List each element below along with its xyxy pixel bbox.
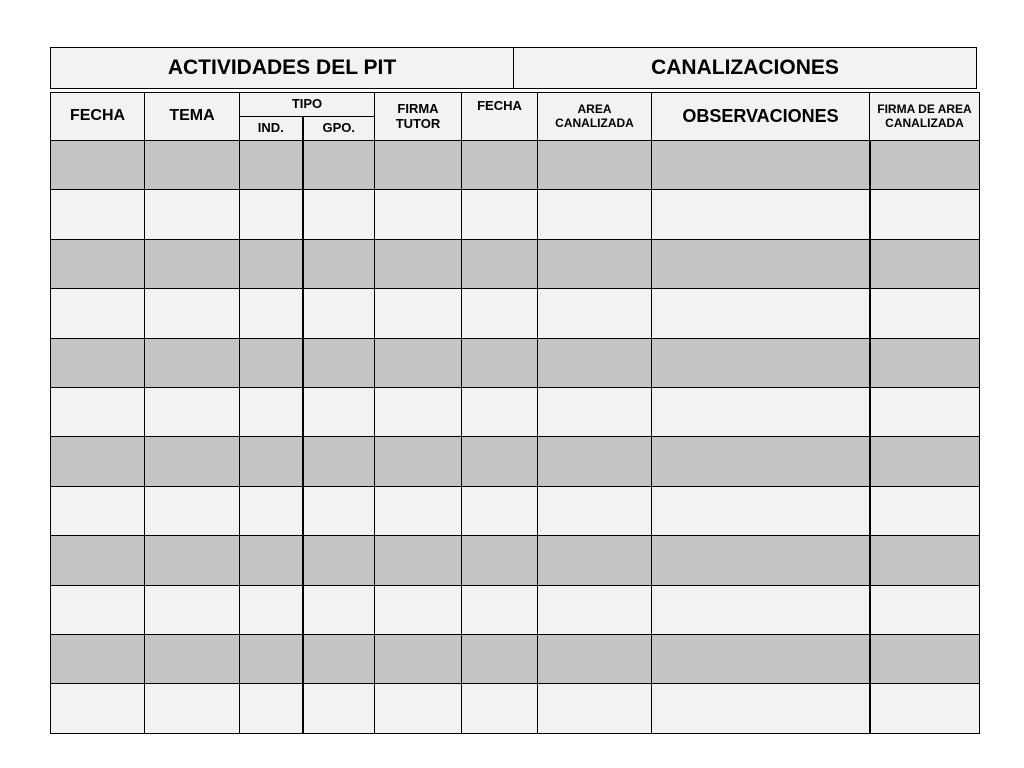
- cell-tema[interactable]: [145, 289, 240, 338]
- header-firma-area-line2: CANALIZADA: [885, 115, 964, 130]
- cell-fecha[interactable]: [51, 141, 145, 190]
- cell-tema[interactable]: [145, 486, 240, 535]
- cell-gpo[interactable]: [303, 536, 375, 585]
- cell-ind[interactable]: [240, 585, 303, 634]
- cell-ind[interactable]: [240, 141, 303, 190]
- table-row: [51, 437, 980, 486]
- cell-observaciones[interactable]: [652, 486, 870, 535]
- table-row: [51, 387, 980, 436]
- cell-observaciones[interactable]: [652, 634, 870, 683]
- cell-gpo[interactable]: [303, 190, 375, 239]
- cell-tema[interactable]: [145, 684, 240, 733]
- cell-fecha[interactable]: [51, 684, 145, 733]
- cell-observaciones[interactable]: [652, 684, 870, 733]
- cell-ind[interactable]: [240, 634, 303, 683]
- cell-firma-area[interactable]: [870, 387, 980, 436]
- cell-ind[interactable]: [240, 437, 303, 486]
- cell-area-canalizada[interactable]: [538, 585, 652, 634]
- cell-ind[interactable]: [240, 190, 303, 239]
- cell-tema[interactable]: [145, 338, 240, 387]
- title-canalizaciones: CANALIZACIONES: [651, 56, 839, 79]
- cell-fecha-canalizacion[interactable]: [462, 634, 538, 683]
- table-body: [51, 141, 980, 734]
- cell-fecha[interactable]: [51, 536, 145, 585]
- cell-ind[interactable]: [240, 684, 303, 733]
- cell-area-canalizada[interactable]: [538, 190, 652, 239]
- header-tipo: TIPO: [240, 93, 375, 117]
- cell-fecha[interactable]: [51, 190, 145, 239]
- cell-fecha[interactable]: [51, 486, 145, 535]
- header-tema: TEMA: [145, 93, 240, 141]
- cell-area-canalizada[interactable]: [538, 437, 652, 486]
- cell-firma-tutor[interactable]: [375, 141, 462, 190]
- cell-area-canalizada[interactable]: [538, 536, 652, 585]
- cell-observaciones[interactable]: [652, 239, 870, 288]
- header-fecha: FECHA: [51, 93, 145, 141]
- cell-firma-area[interactable]: [870, 141, 980, 190]
- cell-tema[interactable]: [145, 141, 240, 190]
- cell-fecha[interactable]: [51, 338, 145, 387]
- cell-firma-tutor[interactable]: [375, 585, 462, 634]
- form-sheet: [50, 47, 979, 735]
- cell-tema[interactable]: [145, 387, 240, 436]
- table-row: [51, 634, 980, 683]
- cell-fecha-canalizacion[interactable]: [462, 338, 538, 387]
- table-row: [51, 338, 980, 387]
- cell-observaciones[interactable]: [652, 190, 870, 239]
- cell-ind[interactable]: [240, 239, 303, 288]
- cell-fecha-canalizacion[interactable]: [462, 239, 538, 288]
- cell-fecha[interactable]: [51, 289, 145, 338]
- cell-tema[interactable]: [145, 239, 240, 288]
- cell-observaciones[interactable]: [652, 289, 870, 338]
- cell-firma-tutor[interactable]: [375, 437, 462, 486]
- table-row: [51, 141, 980, 190]
- cell-fecha-canalizacion[interactable]: [462, 141, 538, 190]
- cell-firma-tutor[interactable]: [375, 634, 462, 683]
- cell-firma-area[interactable]: [870, 486, 980, 535]
- header-fecha-canalizacion: FECHA: [462, 93, 538, 141]
- cell-fecha-canalizacion[interactable]: [462, 536, 538, 585]
- cell-fecha[interactable]: [51, 437, 145, 486]
- cell-firma-tutor[interactable]: [375, 387, 462, 436]
- header-area-canalizada: [538, 93, 652, 141]
- cell-gpo[interactable]: [303, 486, 375, 535]
- cell-tema[interactable]: [145, 536, 240, 585]
- cell-observaciones[interactable]: [652, 437, 870, 486]
- table-row: [51, 190, 980, 239]
- cell-tema[interactable]: [145, 634, 240, 683]
- activity-table: [50, 92, 980, 734]
- cell-firma-area[interactable]: [870, 536, 980, 585]
- cell-gpo[interactable]: [303, 684, 375, 733]
- cell-area-canalizada[interactable]: [538, 141, 652, 190]
- cell-fecha-canalizacion[interactable]: [462, 437, 538, 486]
- cell-tema[interactable]: [145, 585, 240, 634]
- cell-gpo[interactable]: [303, 239, 375, 288]
- header-area-canalizada-line2: CANALIZADA: [555, 115, 634, 130]
- cell-area-canalizada[interactable]: [538, 239, 652, 288]
- cell-firma-area[interactable]: [870, 338, 980, 387]
- cell-tema[interactable]: [145, 190, 240, 239]
- cell-observaciones[interactable]: [652, 536, 870, 585]
- cell-observaciones[interactable]: [652, 585, 870, 634]
- cell-firma-tutor[interactable]: [375, 190, 462, 239]
- cell-firma-area[interactable]: [870, 190, 980, 239]
- title-bar: [50, 47, 977, 89]
- cell-firma-area[interactable]: [870, 585, 980, 634]
- cell-firma-area[interactable]: [870, 684, 980, 733]
- table-row: [51, 536, 980, 585]
- table-row: [51, 239, 980, 288]
- cell-gpo[interactable]: [303, 437, 375, 486]
- cell-firma-tutor[interactable]: [375, 239, 462, 288]
- header-firma-tutor-line2: TUTOR: [395, 115, 441, 131]
- cell-area-canalizada[interactable]: [538, 338, 652, 387]
- cell-firma-area[interactable]: [870, 289, 980, 338]
- cell-gpo[interactable]: [303, 338, 375, 387]
- cell-firma-area[interactable]: [870, 634, 980, 683]
- cell-area-canalizada[interactable]: [538, 289, 652, 338]
- cell-ind[interactable]: [240, 536, 303, 585]
- table-row: [51, 486, 980, 535]
- cell-firma-tutor[interactable]: [375, 536, 462, 585]
- cell-fecha-canalizacion[interactable]: [462, 486, 538, 535]
- cell-observaciones[interactable]: [652, 387, 870, 436]
- cell-gpo[interactable]: [303, 289, 375, 338]
- cell-gpo[interactable]: [303, 387, 375, 436]
- header-firma-area: [870, 93, 980, 141]
- title-actividades: ACTIVIDADES DEL PIT: [51, 48, 514, 88]
- cell-area-canalizada[interactable]: [538, 684, 652, 733]
- cell-area-canalizada[interactable]: [538, 387, 652, 436]
- cell-observaciones[interactable]: [652, 141, 870, 190]
- cell-firma-tutor[interactable]: [375, 338, 462, 387]
- cell-firma-tutor[interactable]: [375, 486, 462, 535]
- cell-fecha[interactable]: [51, 634, 145, 683]
- cell-fecha[interactable]: [51, 585, 145, 634]
- header-gpo: GPO.: [303, 117, 375, 141]
- cell-fecha-canalizacion[interactable]: [462, 684, 538, 733]
- cell-ind[interactable]: [240, 338, 303, 387]
- table-row: [51, 585, 980, 634]
- cell-area-canalizada[interactable]: [538, 486, 652, 535]
- table-row: [51, 289, 980, 338]
- table-row: [51, 684, 980, 733]
- cell-gpo[interactable]: [303, 585, 375, 634]
- header-firma-tutor: [375, 93, 462, 141]
- cell-ind[interactable]: [240, 387, 303, 436]
- cell-firma-tutor[interactable]: [375, 289, 462, 338]
- cell-firma-area[interactable]: [870, 239, 980, 288]
- cell-fecha-canalizacion[interactable]: [462, 585, 538, 634]
- cell-fecha-canalizacion[interactable]: [462, 289, 538, 338]
- header-observaciones: OBSERVACIONES: [652, 93, 870, 141]
- cell-firma-area[interactable]: [870, 437, 980, 486]
- header-firma-tutor-line1: FIRMA: [397, 100, 439, 116]
- header-area-canalizada-line1: AREA: [577, 101, 612, 116]
- cell-gpo[interactable]: [303, 141, 375, 190]
- cell-ind[interactable]: [240, 486, 303, 535]
- cell-fecha-canalizacion[interactable]: [462, 190, 538, 239]
- cell-firma-tutor[interactable]: [375, 684, 462, 733]
- cell-fecha[interactable]: [51, 387, 145, 436]
- cell-fecha[interactable]: [51, 239, 145, 288]
- cell-gpo[interactable]: [303, 634, 375, 683]
- cell-ind[interactable]: [240, 289, 303, 338]
- header-ind: IND.: [240, 117, 303, 141]
- cell-tema[interactable]: [145, 437, 240, 486]
- cell-fecha-canalizacion[interactable]: [462, 387, 538, 436]
- cell-area-canalizada[interactable]: [538, 634, 652, 683]
- cell-observaciones[interactable]: [652, 338, 870, 387]
- header-firma-area-line1: FIRMA DE AREA: [877, 101, 972, 116]
